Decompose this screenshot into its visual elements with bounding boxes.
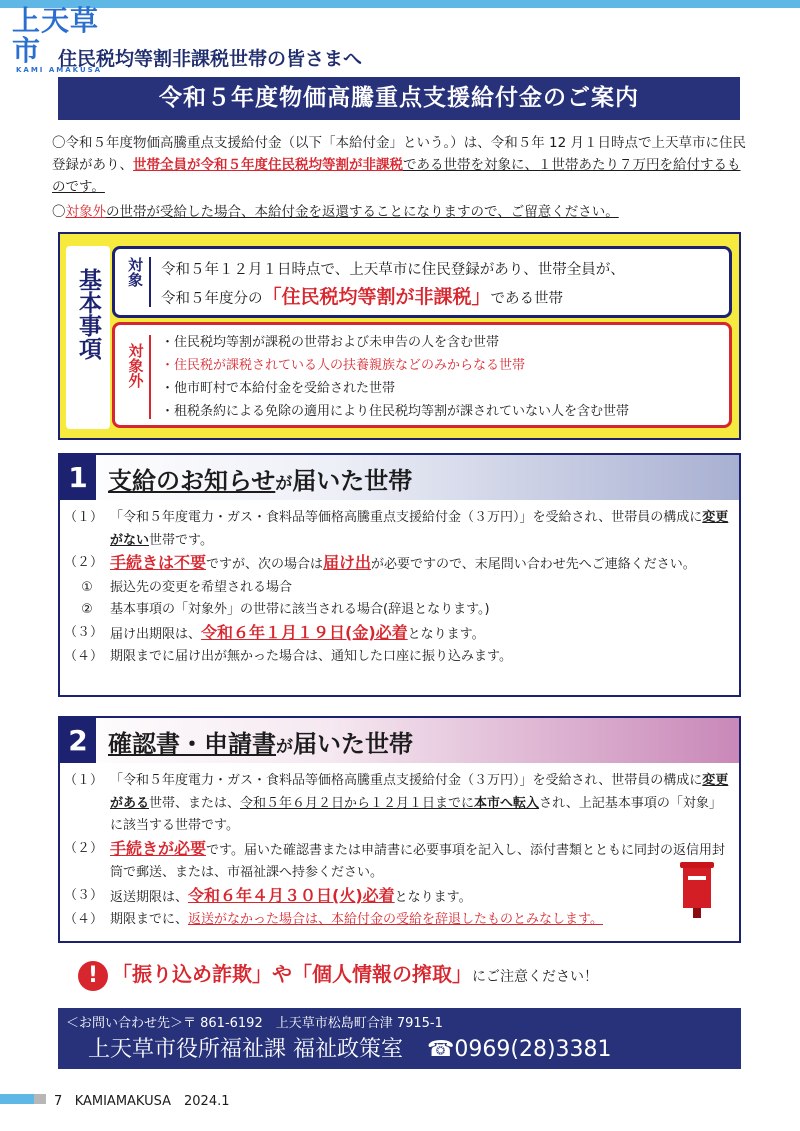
warning-text-b: にご注意ください！ bbox=[472, 969, 598, 985]
section-2-title bbox=[108, 724, 413, 759]
section-2-title-b: が bbox=[276, 737, 293, 757]
list-item bbox=[64, 622, 734, 647]
section-1 bbox=[58, 453, 741, 697]
item-text: 振込先の変更を希望される場合 bbox=[110, 579, 293, 595]
ineligible-box bbox=[112, 322, 732, 428]
s1-r2-c: 届け出 bbox=[323, 553, 372, 572]
intro-paragraph-1 bbox=[52, 132, 752, 198]
item-text bbox=[110, 622, 734, 647]
ineligible-list bbox=[161, 331, 629, 423]
s2-r3-a: 返送期限は、 bbox=[110, 889, 189, 905]
item-text bbox=[110, 885, 734, 910]
section-1-title-a: 支給のお知らせ bbox=[108, 467, 276, 495]
ineligible-item: ・他市町村で本給付金を受給された世帯 bbox=[161, 381, 396, 396]
logo-text: 上天草市 bbox=[12, 4, 100, 67]
s2-r2-b: です。届いた確認書または申請書に必要事項を記入し、添付書類とともに同封の返信用封筒で郵送、または、市福祉課へ持参ください。 bbox=[110, 842, 725, 880]
item-text: 期限までに届け出が無かった場合は、通知した口座に振り込みます。 bbox=[110, 649, 512, 664]
s2-r4-b: 返送がなかった場合は、本給付金の受給を辞退したものとみなします。 bbox=[188, 912, 603, 927]
list-item bbox=[64, 909, 734, 932]
section-2-number: 2 bbox=[60, 718, 96, 763]
s1-r3-a: 届け出期限は、 bbox=[110, 626, 202, 642]
s2-r2-a: 手続きが必要 bbox=[110, 838, 207, 858]
exclamation-icon: ! bbox=[78, 961, 108, 991]
page-headline: 住民税均等割非課税世帯の皆さまへ bbox=[58, 48, 363, 70]
s1-r1-c: 世帯です。 bbox=[149, 532, 213, 548]
ineligible-tag-text: 対象外 bbox=[126, 343, 145, 388]
postbox-leg bbox=[693, 908, 701, 918]
ineligible-item: ・租税条約による免除の適用により住民税均等割が課されていない人を含む世帯 bbox=[161, 404, 630, 419]
s2-r1-e: 本市へ転入 bbox=[474, 795, 540, 811]
s2-r4-a: 期限までに、 bbox=[110, 912, 189, 927]
intro-p1-c: である世帯を対象に、１世帯あたり７万円を給付するものです。 bbox=[52, 157, 741, 195]
basic-info-label-text: 基本事項 bbox=[75, 268, 101, 360]
s1-r1-b: 変更がない bbox=[110, 510, 729, 548]
list-item bbox=[64, 577, 734, 600]
s1-r2-d: が必要ですので、末尾問い合わせ先へご連絡ください。 bbox=[371, 557, 696, 572]
intro-text bbox=[52, 132, 752, 226]
page-number: 7 bbox=[54, 1094, 63, 1109]
item-text bbox=[110, 552, 734, 577]
item-text bbox=[110, 507, 734, 552]
s1-r3-c: となります。 bbox=[407, 626, 485, 642]
section-1-title-c: 届いた世帯 bbox=[292, 467, 413, 495]
intro-p1-highlight: 世帯全員が令和５年度住民税均等割が非課税 bbox=[133, 157, 403, 173]
basic-info-box bbox=[58, 232, 741, 440]
intro-p1-a: 〇令和５年度物価高騰重点支援給付金（以下「本給付金」という。）は、令和５年 12 月１日時点で上天草市に住民登録があり、 bbox=[52, 135, 747, 173]
contact-office: 上天草市役所福祉課 福祉政策室 bbox=[88, 1037, 403, 1062]
page-title: 令和５年度物価高騰重点支援給付金のご案内 bbox=[58, 77, 740, 120]
publication-name: KAMIAMAKUSA 2024.1 bbox=[74, 1094, 230, 1109]
contact-office-line bbox=[88, 1032, 612, 1063]
list-item bbox=[64, 885, 734, 910]
contact-address: ＜お問い合わせ先＞〒 861-6192 上天草市松島町合津 7915-1 bbox=[66, 1016, 443, 1031]
ineligible-tag bbox=[121, 335, 151, 419]
list-item bbox=[64, 507, 734, 552]
intro-p2-highlight: 対象外 bbox=[65, 204, 106, 220]
logo-subtext: KAMI AMAKUSA bbox=[16, 66, 103, 74]
section-1-header bbox=[60, 455, 739, 500]
s2-r3-b: 令和６年４月３０日(火)必着 bbox=[188, 885, 395, 905]
item-number: （２） bbox=[64, 840, 104, 856]
s1-r2-b: ですが、次の場合は bbox=[206, 557, 324, 572]
item-number: （４） bbox=[64, 912, 104, 927]
footer-text bbox=[54, 1090, 230, 1109]
item-number: （１） bbox=[64, 773, 104, 788]
list-item bbox=[64, 552, 734, 577]
item-number: （３） bbox=[64, 887, 104, 903]
s2-r1-d: 令和５年６月２日から１２月１日までに bbox=[240, 795, 475, 811]
section-1-body bbox=[64, 507, 734, 669]
section-2-title-a: 確認書・申請書 bbox=[108, 730, 276, 758]
section-1-title-b: が bbox=[275, 474, 293, 494]
fraud-warning bbox=[78, 957, 718, 991]
page-footer bbox=[0, 1090, 800, 1110]
list-item bbox=[64, 838, 734, 885]
footer-accent-gray bbox=[34, 1094, 46, 1104]
item-number: ① bbox=[81, 579, 93, 595]
item-number: ② bbox=[81, 602, 93, 617]
contact-phone: ☎0969(28)3381 bbox=[427, 1037, 612, 1062]
item-text bbox=[110, 838, 734, 885]
intro-paragraph-2 bbox=[52, 201, 752, 223]
postbox-body bbox=[683, 868, 711, 908]
intro-p2-a: 〇 bbox=[52, 204, 66, 220]
eligible-line-2-c: である世帯 bbox=[490, 291, 564, 307]
section-1-title bbox=[108, 461, 412, 496]
item-text bbox=[110, 770, 734, 838]
eligible-line-1: 令和５年１２月１日時点で、上天草市に住民登録があり、世帯全員が、 bbox=[161, 262, 625, 278]
list-item bbox=[64, 770, 734, 838]
eligible-text bbox=[161, 257, 625, 313]
s1-r3-b: 令和６年１月１９日(金)必着 bbox=[201, 622, 408, 642]
s2-r1-c: 世帯、または、 bbox=[149, 795, 241, 811]
s2-r1-a: 「令和５年度電力・ガス・食料品等価格高騰重点支援給付金（３万円）」を受給され、世帯員の構成に bbox=[110, 773, 703, 788]
eligible-line-2-highlight: 「住民税均等割が非課税」 bbox=[262, 286, 491, 308]
item-number: （１） bbox=[64, 510, 104, 525]
item-number: （３） bbox=[64, 624, 104, 640]
contact-box bbox=[58, 1008, 741, 1069]
ineligible-item: ・住民税均等割が課税の世帯および未申告の人を含む世帯 bbox=[161, 335, 500, 350]
ineligible-item: ・住民税が課税されている人の扶養親族などのみからなる世帯 bbox=[161, 358, 526, 373]
section-2 bbox=[58, 716, 741, 943]
eligible-tag-text: 対象 bbox=[126, 257, 144, 287]
item-text: 基本事項の「対象外」の世帯に該当される場合(辞退となります。) bbox=[110, 602, 490, 617]
s2-r1-f: され、上記基本事項の「対象」に該当する世帯です。 bbox=[110, 795, 722, 833]
list-item bbox=[64, 646, 734, 669]
basic-info-label bbox=[66, 246, 110, 429]
section-1-number: 1 bbox=[60, 455, 96, 500]
item-number: （４） bbox=[64, 649, 104, 664]
section-2-body bbox=[64, 770, 734, 932]
s1-r2-a: 手続きは不要 bbox=[110, 553, 207, 572]
eligible-tag bbox=[121, 257, 151, 307]
s2-r1-b: 変更がある bbox=[110, 773, 729, 811]
eligible-line-2 bbox=[161, 284, 625, 313]
city-logo bbox=[12, 4, 122, 74]
item-text bbox=[110, 909, 734, 932]
section-2-header bbox=[60, 718, 739, 763]
eligible-line-2-a: 令和５年度分の bbox=[161, 291, 263, 307]
s1-r1-a: 「令和５年度電力・ガス・食料品等価格高騰重点支援給付金（３万円）」を受給され、世帯員の構成に bbox=[110, 510, 703, 525]
footer-accent-blue bbox=[0, 1094, 34, 1104]
item-number: （２） bbox=[64, 555, 104, 570]
intro-p2-c: の世帯が受給した場合、本給付金を返還することになりますので、ご留意ください。 bbox=[106, 204, 619, 220]
list-item bbox=[64, 599, 734, 622]
postbox-icon bbox=[680, 862, 714, 920]
eligible-box bbox=[112, 246, 732, 318]
section-2-title-c: 届いた世帯 bbox=[293, 730, 413, 758]
warning-text-a: 「振り込め詐欺」や「個人情報の搾取」 bbox=[112, 962, 472, 986]
postbox-slot bbox=[688, 876, 706, 880]
s2-r3-c: となります。 bbox=[394, 889, 472, 905]
